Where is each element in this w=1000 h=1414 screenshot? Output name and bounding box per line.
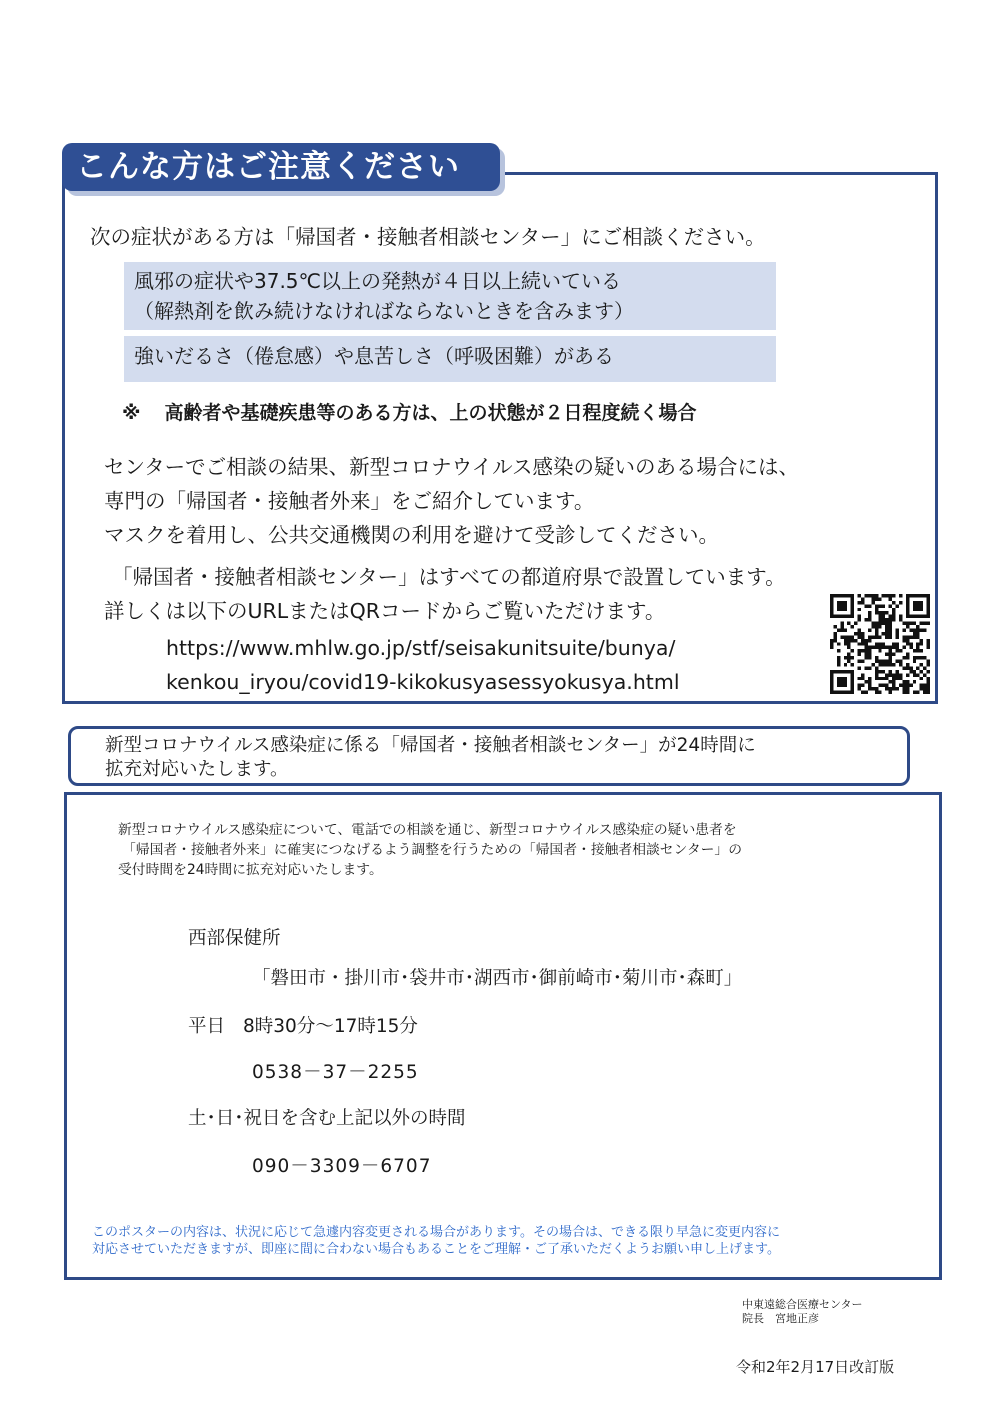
expansion-description [118, 820, 742, 880]
issuer-signature [742, 1298, 863, 1326]
weekday-hours: 8時30分～17時15分 [243, 1016, 418, 1037]
issuer-organization: 中東遠総合医療センター [742, 1298, 863, 1311]
symptom-fever-box [124, 262, 776, 330]
caution-section-title: こんな方はご注意ください [62, 143, 500, 191]
symptom-fatigue-text: 強いだるさ（倦怠感）や息苦しさ（呼吸困難）がある [134, 344, 614, 368]
result-line2: 専門の「帰国者・接触者外来」をご紹介しています。 [104, 489, 595, 513]
banner-line1: 新型コロナウイルス感染症に係る「帰国者・接触者相談センター」が24時間に [105, 735, 756, 756]
info-url-line2[interactable]: kenkou_iryou/covid19-kikokusyasessyokusya.html [166, 670, 680, 694]
info-url-line1[interactable]: https://www.mhlw.go.jp/stf/seisakunitsuite/bunya/ [166, 636, 676, 660]
issuer-director: 院長 宮地正彦 [742, 1312, 819, 1325]
revision-date: 令和2年2月17日改訂版 [736, 1358, 895, 1376]
symptom-fatigue-box [124, 336, 776, 382]
weekday-phone-number[interactable]: 0538－37－2255 [252, 1062, 419, 1083]
health-office-name: 西部保健所 [188, 928, 281, 949]
center-info-text [104, 560, 786, 628]
description-line1: 新型コロナウイルス感染症について、電話での相談を通じ、新型コロナウイルス感染症の疑い患者を [118, 822, 737, 838]
result-line1: センターでご相談の結果、新型コロナウイルス感染の疑いのある場合には、 [104, 455, 799, 479]
consultation-intro: 次の症状がある方は「帰国者・接触者相談センター」にご相談ください。 [90, 225, 766, 249]
notice-line1: このポスターの内容は、状況に応じて急遽内容変更される場合があります。その場合は、できる限り早急に変更内容に [92, 1225, 780, 1240]
qr-code-icon[interactable] [830, 594, 930, 694]
center-info-line1: 「帰国者・接触者相談センター」はすべての都道府県で設置しています。 [112, 565, 786, 589]
symptom-fever-line1: 風邪の症状や37.5℃以上の発熱が４日以上続いている [134, 269, 621, 293]
description-line3: 受付時間を24時間に拡充対応いたします。 [118, 862, 383, 878]
description-line2: 「帰国者・接触者外来」に確実につなげるよう調整を行うための「帰国者・接触者相談センター」の [122, 842, 743, 858]
symptom-fever-line2: （解熱剤を飲み続けなければならないときを含みます） [134, 299, 634, 323]
covered-cities: 「磐田市・掛川市･袋井市･湖西市･御前崎市･菊川市･森町」 [252, 968, 743, 989]
off-hours-label: 土･日･祝日を含む上記以外の時間 [188, 1108, 466, 1129]
info-url[interactable] [166, 631, 680, 699]
notice-line2: 対応させていただきますが、即座に間に合わない場合もあることをご理解・ご了承いただくようお願い申し上げます。 [92, 1242, 780, 1257]
center-info-line2: 詳しくは以下のURLまたはQRコードからご覧いただけます。 [104, 599, 666, 623]
off-hours-phone-number[interactable]: 090－3309－6707 [252, 1156, 432, 1177]
result-line3: マスクを着用し、公共交通機関の利用を避けて受診してください。 [104, 523, 719, 547]
change-notice [92, 1224, 780, 1258]
banner-line2: 拡充対応いたします。 [105, 759, 289, 780]
expansion-banner [68, 726, 910, 786]
elderly-note [122, 398, 697, 425]
note-mark: ※ [122, 402, 141, 424]
consultation-result-text [104, 450, 799, 552]
weekday-label: 平日 [188, 1016, 226, 1037]
weekday-hours-row [188, 1012, 418, 1038]
elderly-note-text: 高齢者や基礎疾患等のある方は、上の状態が２日程度続く場合 [164, 402, 697, 424]
